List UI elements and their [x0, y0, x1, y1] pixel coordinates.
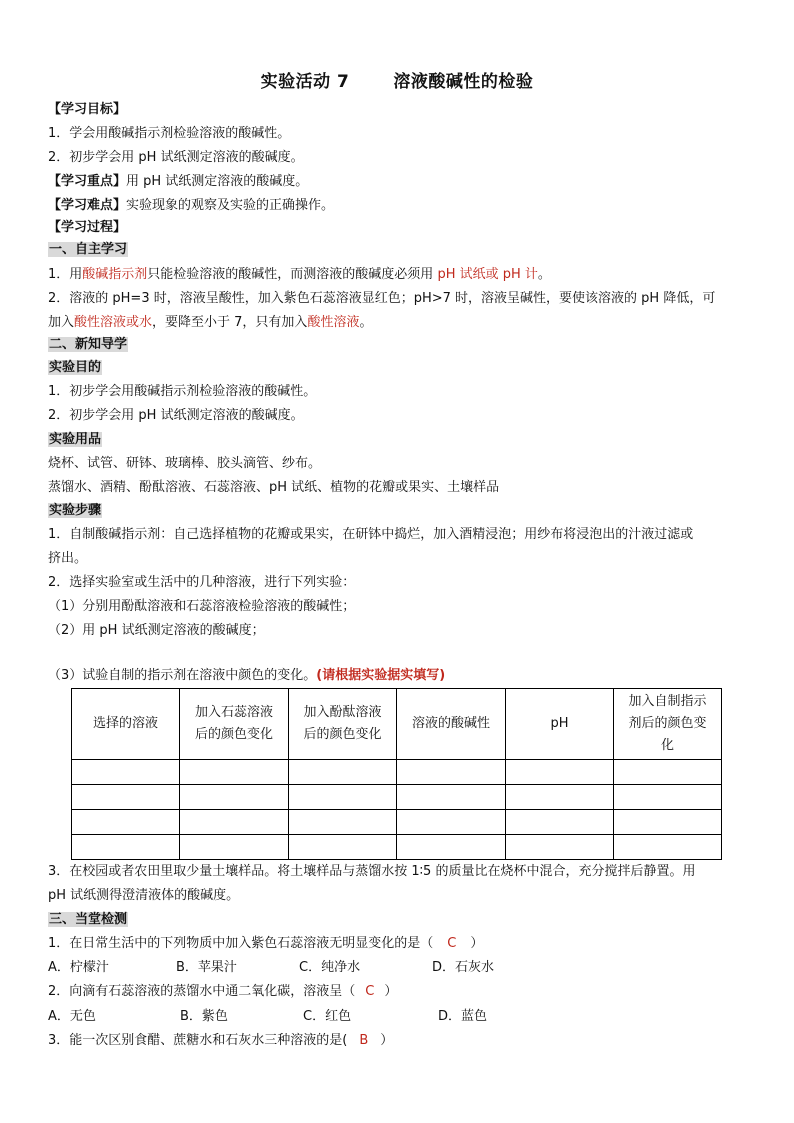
- q2-stem-text: 2．向滴有石蕊溶液的蒸馏水中通二氧化碳，溶液呈（: [48, 984, 356, 999]
- quiz-header: 三、当堂检测: [49, 912, 128, 927]
- quiz-q2-stem: [48, 982, 397, 1002]
- option: C．纯净水: [299, 960, 361, 975]
- self-study-q1: [48, 265, 551, 285]
- q1-answer-indicator: 酸碱指示剂: [82, 267, 148, 282]
- table-cell[interactable]: [180, 810, 289, 835]
- step3-line2: pH 试纸测得澄清液体的酸碱度。: [48, 888, 240, 903]
- self-study-q2-line1: 2．溶液的 pH=3 时，溶液呈酸性，加入紫色石蕊溶液显红色；pH>7 时，溶液呈碱性，要使该溶液的 pH 降低，可: [48, 291, 716, 306]
- option: D．石灰水: [432, 960, 495, 975]
- table-cell[interactable]: [72, 835, 180, 860]
- purpose-header: 实验目的: [49, 360, 102, 375]
- header-text: 选择的溶液: [92, 716, 158, 731]
- supplies-item: 蒸馏水、酒精、酚酞溶液、石蕊溶液、pH 试纸、植物的花瓣或果实、土壤样品: [48, 480, 500, 495]
- option: D．蓝色: [438, 1009, 488, 1024]
- table-cell[interactable]: [506, 760, 614, 785]
- header-text: 化: [660, 738, 674, 753]
- table-row: [72, 760, 722, 785]
- experiment-table: [71, 688, 722, 860]
- header-cell-ph: [506, 689, 614, 760]
- new-knowledge-header: 二、新知导学: [49, 337, 128, 352]
- table-cell[interactable]: [72, 785, 180, 810]
- supplies-header-line: [48, 430, 102, 450]
- self-study-header-line: [48, 240, 128, 260]
- difficulty-header: 【学习难点】: [48, 198, 127, 213]
- steps-header-line: [48, 501, 102, 521]
- table-cell[interactable]: [180, 760, 289, 785]
- page-title: [0, 67, 794, 92]
- table-cell[interactable]: [614, 760, 722, 785]
- option: B．紫色: [180, 1009, 228, 1024]
- q2-text: ，要降至小于 7，只有加入: [152, 315, 308, 330]
- goals-header: 【学习目标】: [48, 102, 127, 117]
- title-activity: 实验活动 7: [260, 72, 350, 92]
- option: A．柠檬汁: [48, 960, 109, 975]
- table-cell[interactable]: [289, 760, 397, 785]
- supplies-item: 烧杯、试管、研钵、玻璃棒、胶头滴管、纱布。: [48, 456, 322, 471]
- purpose-item: 2．初步学会用 pH 试纸测定溶液的酸碱度。: [48, 408, 304, 423]
- q2-answer: C: [365, 984, 375, 999]
- q3-stem-text: 3．能一次区别食醋、蔗糖水和石灰水三种溶液的是(: [48, 1033, 348, 1048]
- q3-close: ）: [380, 1033, 394, 1048]
- difficulty-text: 实验现象的观察及实验的正确操作。: [126, 198, 335, 213]
- table-cell[interactable]: [614, 810, 722, 835]
- option: C．红色: [303, 1009, 352, 1024]
- q2-text: 加入: [48, 315, 75, 330]
- goal-item: 2．初步学会用 pH 试纸测定溶液的酸碱度。: [48, 150, 304, 165]
- process-header: 【学习过程】: [48, 220, 127, 235]
- table-cell[interactable]: [72, 760, 180, 785]
- step2-3-note: (请根据实验据实填写): [316, 668, 446, 683]
- table-cell[interactable]: [397, 760, 506, 785]
- focus-line: [48, 172, 308, 192]
- q2-close: ）: [384, 984, 398, 999]
- q2-answer-1: 酸性溶液或水: [74, 315, 153, 330]
- step1-line1: 1．自制酸碱指示剂：自己选择植物的花瓣或果实，在研钵中捣烂，加入酒精浸泡；用纱布将浸泡出的汁液过滤或: [48, 527, 694, 542]
- header-text: 加入自制指示: [628, 694, 707, 709]
- step2-1: （1）分别用酚酞溶液和石蕊溶液检验溶液的酸碱性；: [48, 599, 356, 614]
- table-row: [72, 810, 722, 835]
- step1-line2: 挤出。: [48, 551, 88, 566]
- quiz-q3-stem: [48, 1031, 393, 1051]
- table-cell[interactable]: [614, 785, 722, 810]
- table-header-row: [72, 689, 722, 760]
- step2: 2．选择实验室或生活中的几种溶液，进行下列实验：: [48, 575, 356, 590]
- self-study-q2-line2: [48, 313, 372, 333]
- q1-text: 只能检验溶液的酸碱性，而测溶液的酸碱度必须用: [147, 267, 438, 282]
- header-text: 加入石蕊溶液: [194, 705, 273, 720]
- focus-header: 【学习重点】: [48, 174, 127, 189]
- step3-line1: 3．在校园或者农田里取少量土壤样品。将土壤样品与蒸馏水按 1∶5 的质量比在烧杯中混合，充分搅拌后静置。用: [48, 864, 696, 879]
- step2-2: （2）用 pH 试纸测定溶液的酸碱度；: [48, 623, 265, 638]
- table-cell[interactable]: [72, 810, 180, 835]
- header-text: pH: [550, 716, 569, 731]
- table-cell[interactable]: [506, 810, 614, 835]
- header-text: 后的颜色变化: [303, 727, 382, 742]
- step2-3: [48, 666, 445, 686]
- table-cell[interactable]: [614, 835, 722, 860]
- q1-close: ）: [470, 936, 484, 951]
- steps-header: 实验步骤: [49, 503, 102, 518]
- table-cell[interactable]: [397, 785, 506, 810]
- difficulty-line: [48, 196, 334, 216]
- q1-stem-text: 1．在日常生活中的下列物质中加入紫色石蕊溶液无明显变化的是（: [48, 936, 434, 951]
- quiz-q1-stem: [48, 934, 483, 954]
- table-cell[interactable]: [397, 810, 506, 835]
- option: A．无色: [48, 1009, 96, 1024]
- option: B．苹果汁: [176, 960, 237, 975]
- focus-text: 用 pH 试纸测定溶液的酸碱度。: [126, 174, 309, 189]
- header-cell-litmus: [180, 689, 289, 760]
- table-cell[interactable]: [289, 810, 397, 835]
- q1-text: 。: [537, 267, 551, 282]
- self-study-header: 一、自主学习: [49, 242, 128, 257]
- q1-answer: C: [447, 936, 457, 951]
- header-cell-solution: [72, 689, 180, 760]
- header-text: 剂后的颜色变: [628, 716, 707, 731]
- q2-text: 。: [359, 315, 373, 330]
- step2-3-text: （3）试验自制的指示剂在溶液中颜色的变化。: [48, 668, 317, 683]
- goal-item: 1．学会用酸碱指示剂检验溶液的酸碱性。: [48, 126, 291, 141]
- table-row: [72, 785, 722, 810]
- q1-text: 1．用: [48, 267, 83, 282]
- new-knowledge-header-line: [48, 335, 128, 355]
- q3-answer: B: [359, 1033, 369, 1048]
- purpose-header-line: [48, 358, 102, 378]
- table-cell[interactable]: [506, 785, 614, 810]
- table-row: [72, 835, 722, 860]
- purpose-item: 1．初步学会用酸碱指示剂检验溶液的酸碱性。: [48, 384, 317, 399]
- table-cell[interactable]: [397, 835, 506, 860]
- table-cell[interactable]: [180, 785, 289, 810]
- header-cell-acidity: [397, 689, 506, 760]
- header-text: 溶液的酸碱性: [411, 716, 490, 731]
- header-cell-phenolphthalein: [289, 689, 397, 760]
- table-cell[interactable]: [506, 835, 614, 860]
- table-cell[interactable]: [289, 835, 397, 860]
- title-topic: 溶液酸碱性的检验: [393, 72, 534, 92]
- q1-answer-ph: pH 试纸或 pH 计: [437, 267, 538, 282]
- q2-answer-2: 酸性溶液: [307, 315, 360, 330]
- table-cell[interactable]: [180, 835, 289, 860]
- quiz-header-line: [48, 910, 128, 930]
- table-cell[interactable]: [289, 785, 397, 810]
- header-text: 加入酚酞溶液: [303, 705, 382, 720]
- supplies-header: 实验用品: [49, 432, 102, 447]
- header-cell-homemade: [614, 689, 722, 760]
- header-text: 后的颜色变化: [194, 727, 273, 742]
